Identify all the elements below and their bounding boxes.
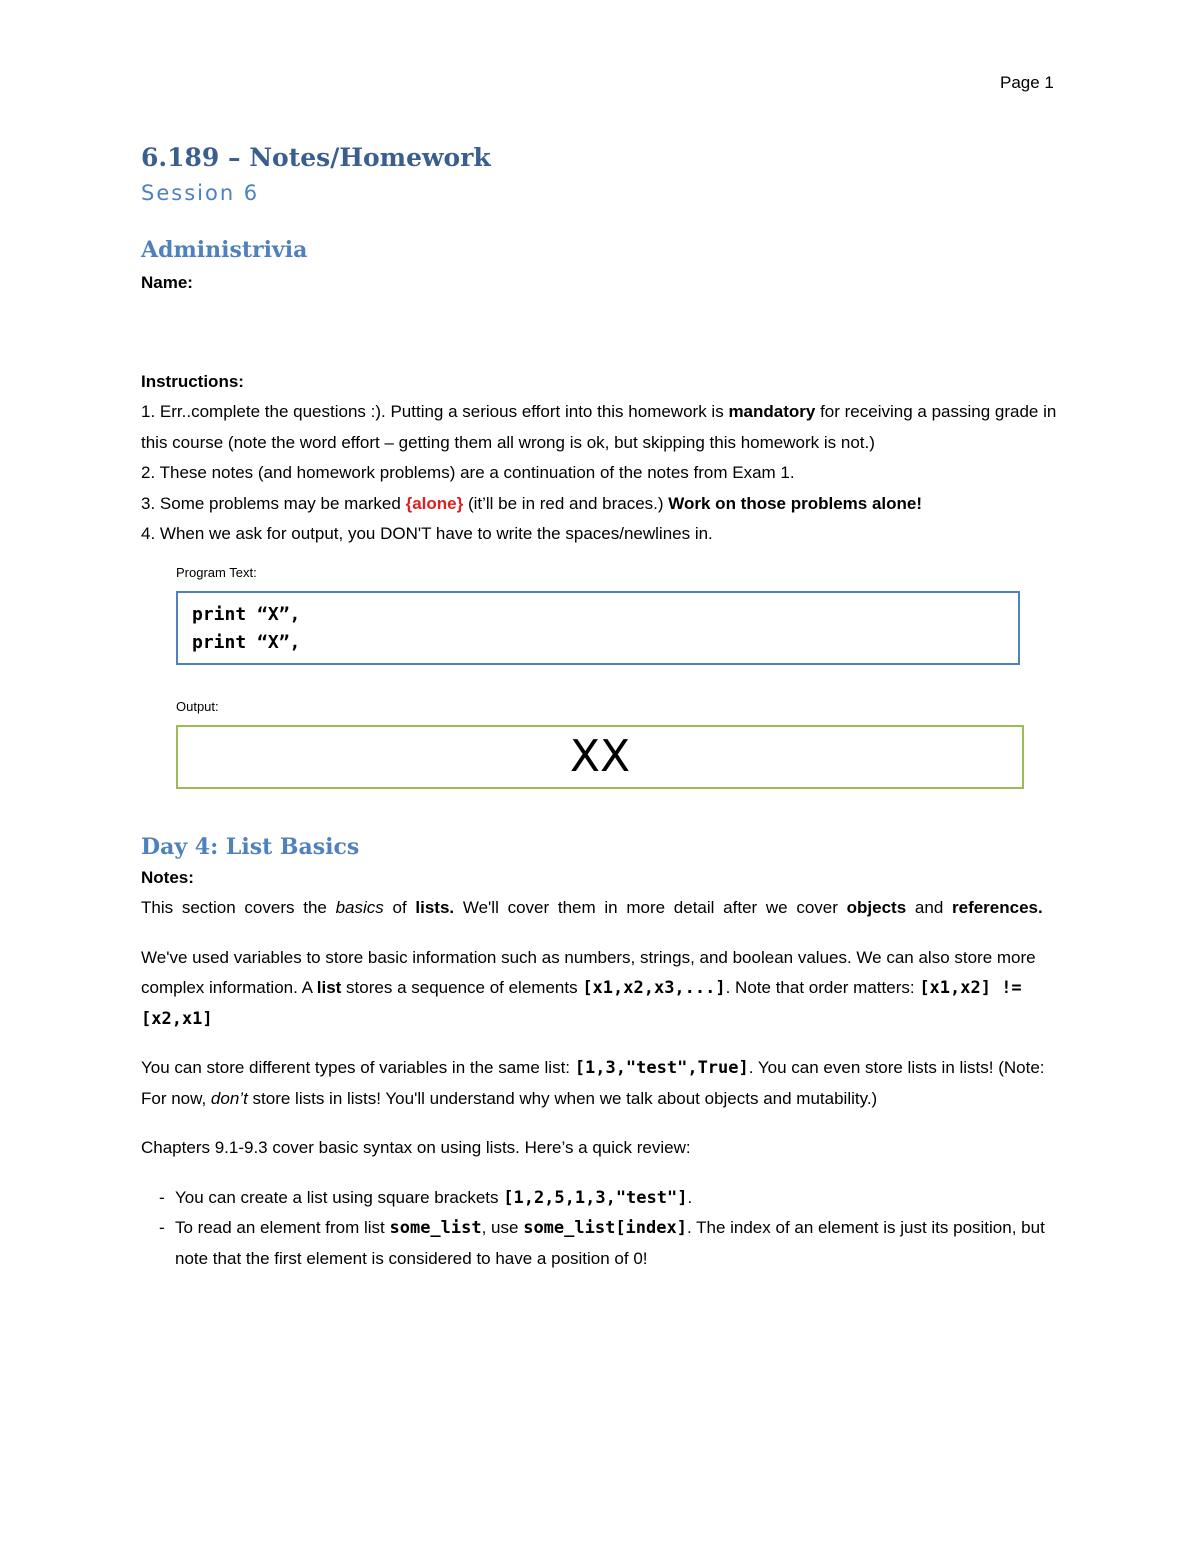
text-span: store lists in lists! You'll understand why when we talk about objects and mutability.) bbox=[247, 1088, 878, 1108]
inline-code: [1,2,5,1,3,"test"] bbox=[503, 1187, 688, 1208]
review-list bbox=[141, 1183, 1059, 1275]
emphasis-references: references. bbox=[952, 898, 1043, 917]
text-span: . The index of an element is just its position, but note that the first element is considered to have a position of 0! bbox=[175, 1218, 1045, 1268]
item-number: 4. bbox=[141, 524, 156, 543]
emphasis-list: list bbox=[316, 978, 342, 997]
item-number: 2. bbox=[141, 463, 156, 482]
text-span: , use bbox=[481, 1218, 524, 1237]
notes-label: Notes: bbox=[141, 867, 194, 887]
text-span: You can create a list using square brackets bbox=[175, 1187, 504, 1207]
text-span: . You can even store lists in lists! (Note: For now, bbox=[141, 1058, 1045, 1108]
text-span: Err..complete the questions :). Putting a serious effort into this homework is bbox=[155, 402, 729, 421]
text-span: You can store different types of variables in the same list: bbox=[141, 1058, 575, 1077]
instruction-item-1 bbox=[141, 397, 1059, 458]
inline-code: [x1,x2] != [x2,x1] bbox=[141, 978, 1022, 1029]
text-span: . Note that order matters: bbox=[725, 978, 920, 997]
inline-code: [x1,x2,x3,...] bbox=[582, 978, 726, 998]
text-span: Some problems may be marked bbox=[155, 493, 406, 513]
text-span: We'll cover them in more detail after we cover bbox=[454, 898, 847, 917]
day4-paragraph-4: Chapters 9.1-9.3 cover basic syntax on using lists. Here’s a quick review: bbox=[141, 1138, 691, 1157]
text-span: of bbox=[383, 898, 416, 917]
code-line: print “X”, bbox=[192, 603, 301, 625]
program-text-box bbox=[176, 591, 1020, 665]
text-span: To read an element from list bbox=[175, 1218, 390, 1237]
item-number: 3. bbox=[141, 493, 156, 513]
program-text-label: Program Text: bbox=[176, 564, 257, 580]
emphasis-mandatory: mandatory bbox=[728, 402, 816, 421]
list-item bbox=[175, 1213, 1059, 1274]
text-span: stores a sequence of elements bbox=[341, 978, 583, 997]
instructions-label: Instructions: bbox=[141, 371, 244, 391]
inline-code: some_list bbox=[389, 1218, 482, 1238]
item-number: 1. bbox=[141, 402, 156, 421]
text-span: and bbox=[906, 898, 952, 917]
emphasis-alone: Work on those problems alone! bbox=[668, 493, 923, 513]
example-block bbox=[176, 564, 1059, 789]
text-span: (it’ll be in red and braces.) bbox=[463, 493, 669, 513]
text-span: When we ask for output, you DON'T have to write the spaces/newlines in. bbox=[155, 524, 713, 543]
day4-paragraph-3 bbox=[141, 1053, 1059, 1114]
text-span: These notes (and homework problems) are a continuation of the notes from Exam 1. bbox=[155, 463, 795, 482]
day4-heading: Day 4: List Basics bbox=[141, 833, 360, 860]
instruction-item-3 bbox=[141, 489, 1059, 520]
day4-paragraph-2 bbox=[141, 943, 1059, 1035]
alone-marker: {alone} bbox=[405, 493, 464, 513]
output-label: Output: bbox=[176, 698, 219, 714]
text-span: . bbox=[687, 1187, 693, 1207]
emphasis-objects: objects bbox=[846, 898, 907, 917]
day4-paragraph-1 bbox=[141, 893, 1059, 924]
document-body bbox=[141, 140, 1059, 1274]
list-item bbox=[175, 1183, 1059, 1214]
emphasis-basics: basics bbox=[335, 898, 384, 917]
text-span: for receiving a passing grade in this course (note the word effort – getting them all wrong is ok, but skipping this homework is not.) bbox=[141, 402, 1057, 452]
text-span: This section covers the bbox=[141, 898, 336, 917]
inline-code: [1,3,"test",True] bbox=[574, 1058, 749, 1078]
instruction-item-2 bbox=[141, 458, 1059, 489]
administrivia-heading: Administrivia bbox=[141, 237, 308, 263]
page-title: 6.189 – Notes/Homework bbox=[141, 143, 491, 172]
instruction-item-4 bbox=[141, 519, 1059, 550]
page-subtitle: Session 6 bbox=[141, 181, 260, 205]
output-box: XX bbox=[176, 725, 1024, 789]
emphasis-dont: don’t bbox=[210, 1088, 248, 1108]
code-line: print “X”, bbox=[192, 631, 301, 653]
emphasis-lists: lists. bbox=[415, 898, 455, 917]
page-number: Page 1 bbox=[1000, 73, 1054, 92]
name-label: Name: bbox=[141, 273, 193, 292]
text-span: We've used variables to store basic information such as numbers, strings, and boolean values. We can also store more complex information. A bbox=[141, 947, 1036, 997]
inline-code: some_list[index] bbox=[523, 1218, 687, 1238]
